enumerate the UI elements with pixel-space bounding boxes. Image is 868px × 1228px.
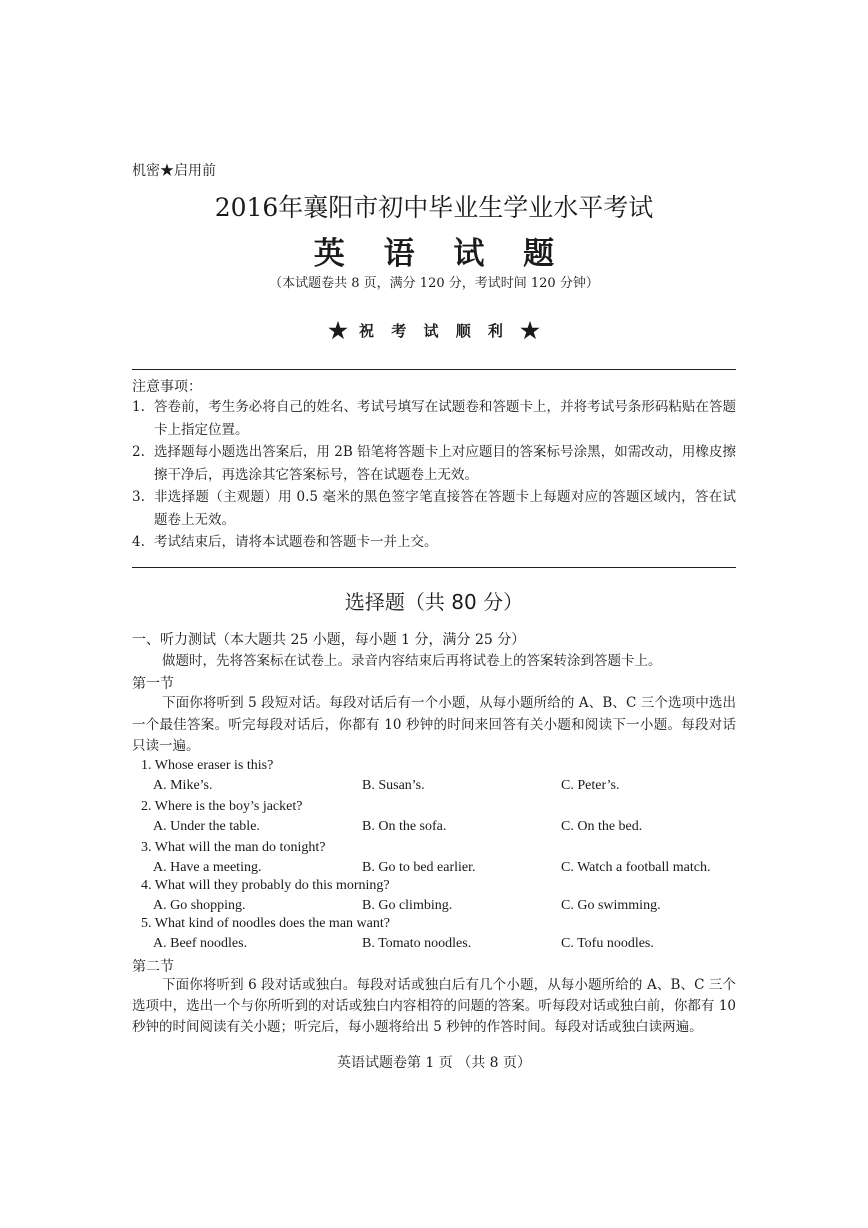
divider-top xyxy=(132,369,736,370)
option-a: A. Under the table. xyxy=(153,819,260,834)
part-instruction: 做题时，先将答案标在试卷上。录音内容结束后再将试卷上的答案转涂到答题卡上。 xyxy=(162,653,662,669)
notice-list xyxy=(132,396,736,554)
option-c: C. Watch a football match. xyxy=(561,860,711,875)
subsection-1-heading: 第一节 xyxy=(132,676,174,692)
page-footer: 英语试题卷第 1 页 （共 8 页） xyxy=(336,1055,532,1071)
subsection-2-heading: 第二节 xyxy=(132,959,174,975)
subsection-1-text: 下面你将听到 5 段短对话。每段对话后有一个小题，从每小题所给的 A、B、C 三个选项中选出一个最佳答案。听完每段对话后，你都有 10 秒钟的时间来回答有关小题和阅读下一小题。每段对话只读一遍。 xyxy=(132,695,736,754)
option-b: B. Susan’s. xyxy=(362,778,425,793)
star-icon: ★ xyxy=(520,318,540,344)
good-luck-text: 祝 考 试 顺 利 xyxy=(359,322,509,340)
notice-item: 1. 答卷前，考生务必将自己的姓名、考试号填写在试题卷和答题卡上，并将考试号条形码粘贴在答题卡上指定位置。 xyxy=(132,399,736,438)
question-4: 4. What will they probably do this morning? xyxy=(141,878,390,893)
part-info: （本大题共 25 小题，每小题 1 分，满分 25 分） xyxy=(216,632,526,648)
option-a: A. Mike’s. xyxy=(153,778,213,793)
star-icon: ★ xyxy=(328,318,348,344)
option-c: C. Go swimming. xyxy=(561,898,661,913)
part-label: 一、听力测试 xyxy=(132,632,216,648)
part-heading xyxy=(132,629,525,649)
notice-heading: 注意事项： xyxy=(132,379,202,395)
divider-bottom xyxy=(132,567,736,568)
subsection-2-text: 下面你将听到 6 段对话或独白。每段对话或独白后有几个小题，从每小题所给的 A、B、C 三个选项中，选出一个与你所听到的对话或独白内容相符的问题的答案。听每段对话或独白前，你都有 10 秒钟的时间阅读有关小题；听完后，每小题将给出 5 秒钟的作答时间。每段对话或独白读两遍。 xyxy=(132,977,736,1035)
subject-title: 英 语 试 题 xyxy=(313,236,569,272)
option-b: B. On the sofa. xyxy=(362,819,447,834)
option-c: C. Tofu noodles. xyxy=(561,936,654,951)
exam-title: 2016年襄阳市初中毕业生学业水平考试 xyxy=(214,193,654,222)
confidential-label: 机密★启用前 xyxy=(132,163,216,179)
option-b: B. Tomato noodles. xyxy=(362,936,472,951)
option-a: A. Go shopping. xyxy=(153,898,246,913)
good-luck-banner xyxy=(0,318,868,344)
option-b: B. Go to bed earlier. xyxy=(362,860,476,875)
notice-item: 3. 非选择题（主观题）用 0.5 毫米的黑色签字笔直接答在答题卡上每题对应的答题区域内，答在试题卷上无效。 xyxy=(132,489,736,528)
question-5: 5. What kind of noodles does the man want? xyxy=(141,916,390,931)
notice-item: 4. 考试结束后，请将本试题卷和答题卡一并上交。 xyxy=(132,534,438,550)
option-c: C. Peter’s. xyxy=(561,778,620,793)
section-title: 选择题（共 80 分） xyxy=(344,590,524,614)
notice-item: 2. 选择题每小题选出答案后，用 2B 铅笔将答题卡上对应题目的答案标号涂黑，如需改动，用橡皮擦擦干净后，再选涂其它答案标号，答在试题卷上无效。 xyxy=(132,444,736,483)
option-a: A. Have a meeting. xyxy=(153,860,262,875)
question-2: 2. Where is the boy’s jacket? xyxy=(141,799,303,814)
question-3: 3. What will the man do tonight? xyxy=(141,840,326,855)
question-1: 1. Whose eraser is this? xyxy=(141,758,274,773)
exam-info: （本试题卷共 8 页，满分 120 分，考试时间 120 分钟） xyxy=(269,276,599,291)
option-c: C. On the bed. xyxy=(561,819,643,834)
option-b: B. Go climbing. xyxy=(362,898,453,913)
option-a: A. Beef noodles. xyxy=(153,936,248,951)
